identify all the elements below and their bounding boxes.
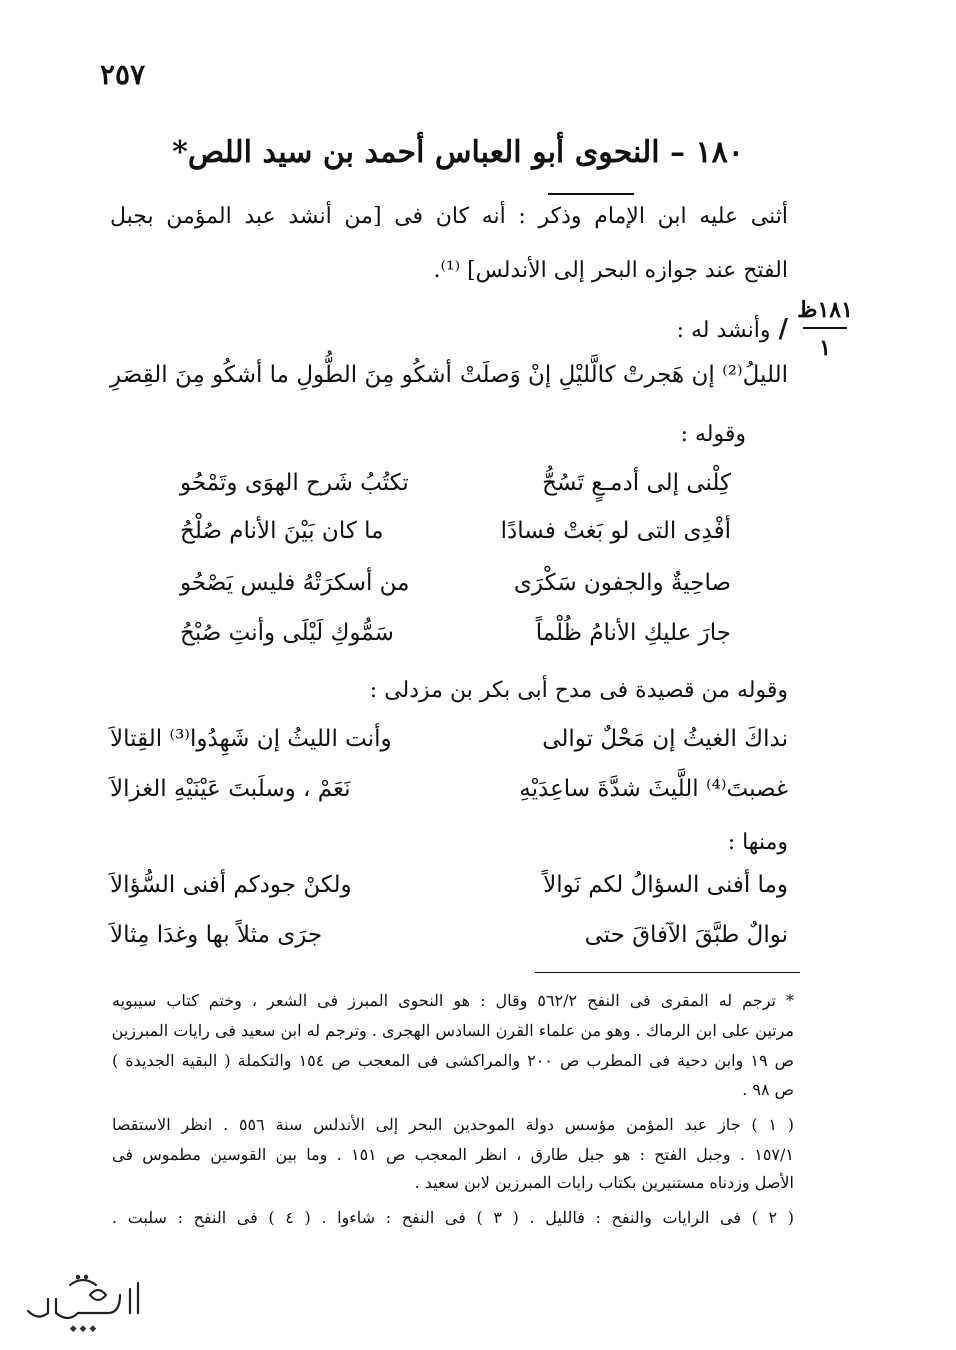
verse-hemistich-left: ما كان بَيْنَ الأنام صُلْحُ (180, 518, 384, 544)
verse-hemistich-right: نوالٌ طبَّقَ الآفاقَ حتى (584, 922, 788, 948)
verse-hemistich-right: وما أفنى السؤالُ لكم نَوالاً (543, 872, 788, 898)
footnote-star-line: ص ٩٨ . (742, 1080, 794, 1099)
verse-hemistich-right: كِلْنى إلى أدمـعٍ تَسُحُّ (542, 470, 731, 496)
verse-hemistich-right: الليلُ⁽²⁾ إن هَجرتْ كالَّليْلِ إنْ وَصلَتْ (459, 362, 788, 388)
footnote-star-line: مرتين على ابن الرماك . وهو من علماء القرن السادس الهجرى . وترجم له ابن سعيد فى رايات المبرزين (111, 1021, 794, 1040)
footnote-star-line: ص ١٩ وابن دحية فى المطرب ص ٢٠٠ والمراكشى فى المعجب ص ١٥٤ والتكملة ( البقية الجديدة ) (112, 1051, 794, 1070)
entry-heading: ١٨٠ – النحوى أبو العباس أحمد بن سيد اللص* (172, 135, 744, 170)
watermark-subtext: ◆ ◆ ◆ (69, 1324, 97, 1334)
verse-hemistich-right: جارَ عليكِ الأنامُ ظُلْماً (535, 620, 731, 646)
verse-hemistich-left: ولكنْ جودكم أفنى السُّؤالاَ (110, 872, 352, 898)
margin-folio-note (790, 295, 860, 363)
verse-hemistich-right: صاحِيةٌ والجفون سَكْرَى (513, 570, 731, 596)
poem-intro: وقوله من قصيدة فى مدح أبى بكر بن مزدلى : (369, 678, 788, 703)
library-seal-logo-icon (8, 1255, 158, 1335)
verse-hemistich-right: نداكَ الغيثُ إن مَحْلٌ توالى (542, 726, 788, 752)
verse-hemistich-left: سَمُّوكِ لَيْلَى وأنتِ صُبْحُ (180, 620, 394, 646)
verse-hemistich-right: غصبتَ⁽⁴⁾ اللَّيثَ شدَّةَ ساعِدَيْهِ (519, 776, 788, 802)
footnote-star-line: * ترجم له المقرى فى النفح ٥٦٢/٢ وقال : هو النحوى المبرز فى الشعر ، وختم كتاب سيبويه (112, 991, 794, 1010)
footnote-1-line: ١٥٧/١ . وجبل الفتح : هو جبل طارق ، انظر المعجب ص ١٥١ . وما بين القوسين مطموس فى (112, 1145, 794, 1164)
page-number: ٢٥٧ (100, 58, 146, 91)
poem-intro: وقوله : (680, 422, 746, 447)
recited-intro (110, 314, 788, 346)
poem-intro: ومنها : (727, 830, 788, 855)
intro-line-1: أثنى عليه ابن الإمام وذكر : أنه كان فى [من أنشد عبد المؤمن بجبل (110, 204, 788, 229)
verse-hemistich-left: تكتُبُ شَرح الهوَى وتَمْحُو (180, 470, 409, 496)
margin-rule (803, 327, 847, 329)
intro-line-2: الفتح عند جوازه البحر إلى الأندلس] ⁽¹⁾. (433, 258, 788, 283)
recited-intro-text: وأنشد له : (676, 318, 771, 343)
verse-hemistich-left: أشكُو مِنَ الطُّولِ ما أشكُو مِنَ القِصَرِ (110, 362, 452, 388)
footnotes-2-4: ( ٢ ) فى الرايات والنفح : فالليل . ( ٣ ) فى النفح : شاءوا . ( ٤ ) فى النفح : سلبت . (112, 1208, 795, 1227)
footnote-1-line: ( ١ ) جاز عبد المؤمن مؤسس دولة الموحدين البحر إلى الأندلس سنة ٥٥٦ . انظر الاستقصا (112, 1115, 795, 1134)
verse-hemistich-right: أفْدِى التى لو بَغتْ فسادًا (500, 518, 731, 544)
verse-hemistich-left: وأنت الليثُ إن شَهِدُوا⁽³⁾ القِتالاَ (110, 726, 392, 752)
margin-folio: ١٨١ظ (797, 297, 853, 323)
footnote-separator (535, 972, 800, 973)
verse-hemistich-left: جرَى مثلاً بها وغدَا مِثالاَ (110, 922, 323, 948)
footnote-1-line: الأصل وزدناه مستنيرين بكتاب رايات المبرزين لابن سعيد . (414, 1173, 794, 1192)
folio-break-slash: / (778, 314, 788, 344)
margin-folio-line: ١ (819, 335, 831, 361)
verse-hemistich-left: نَعَمْ ، وسلَبتَ عَيْنَيْهِ الغزالاَ (110, 776, 351, 802)
verse-hemistich-left: من أسكرَتْهُ فليس يَصْحُو (180, 570, 410, 596)
heading-underline (548, 193, 634, 195)
